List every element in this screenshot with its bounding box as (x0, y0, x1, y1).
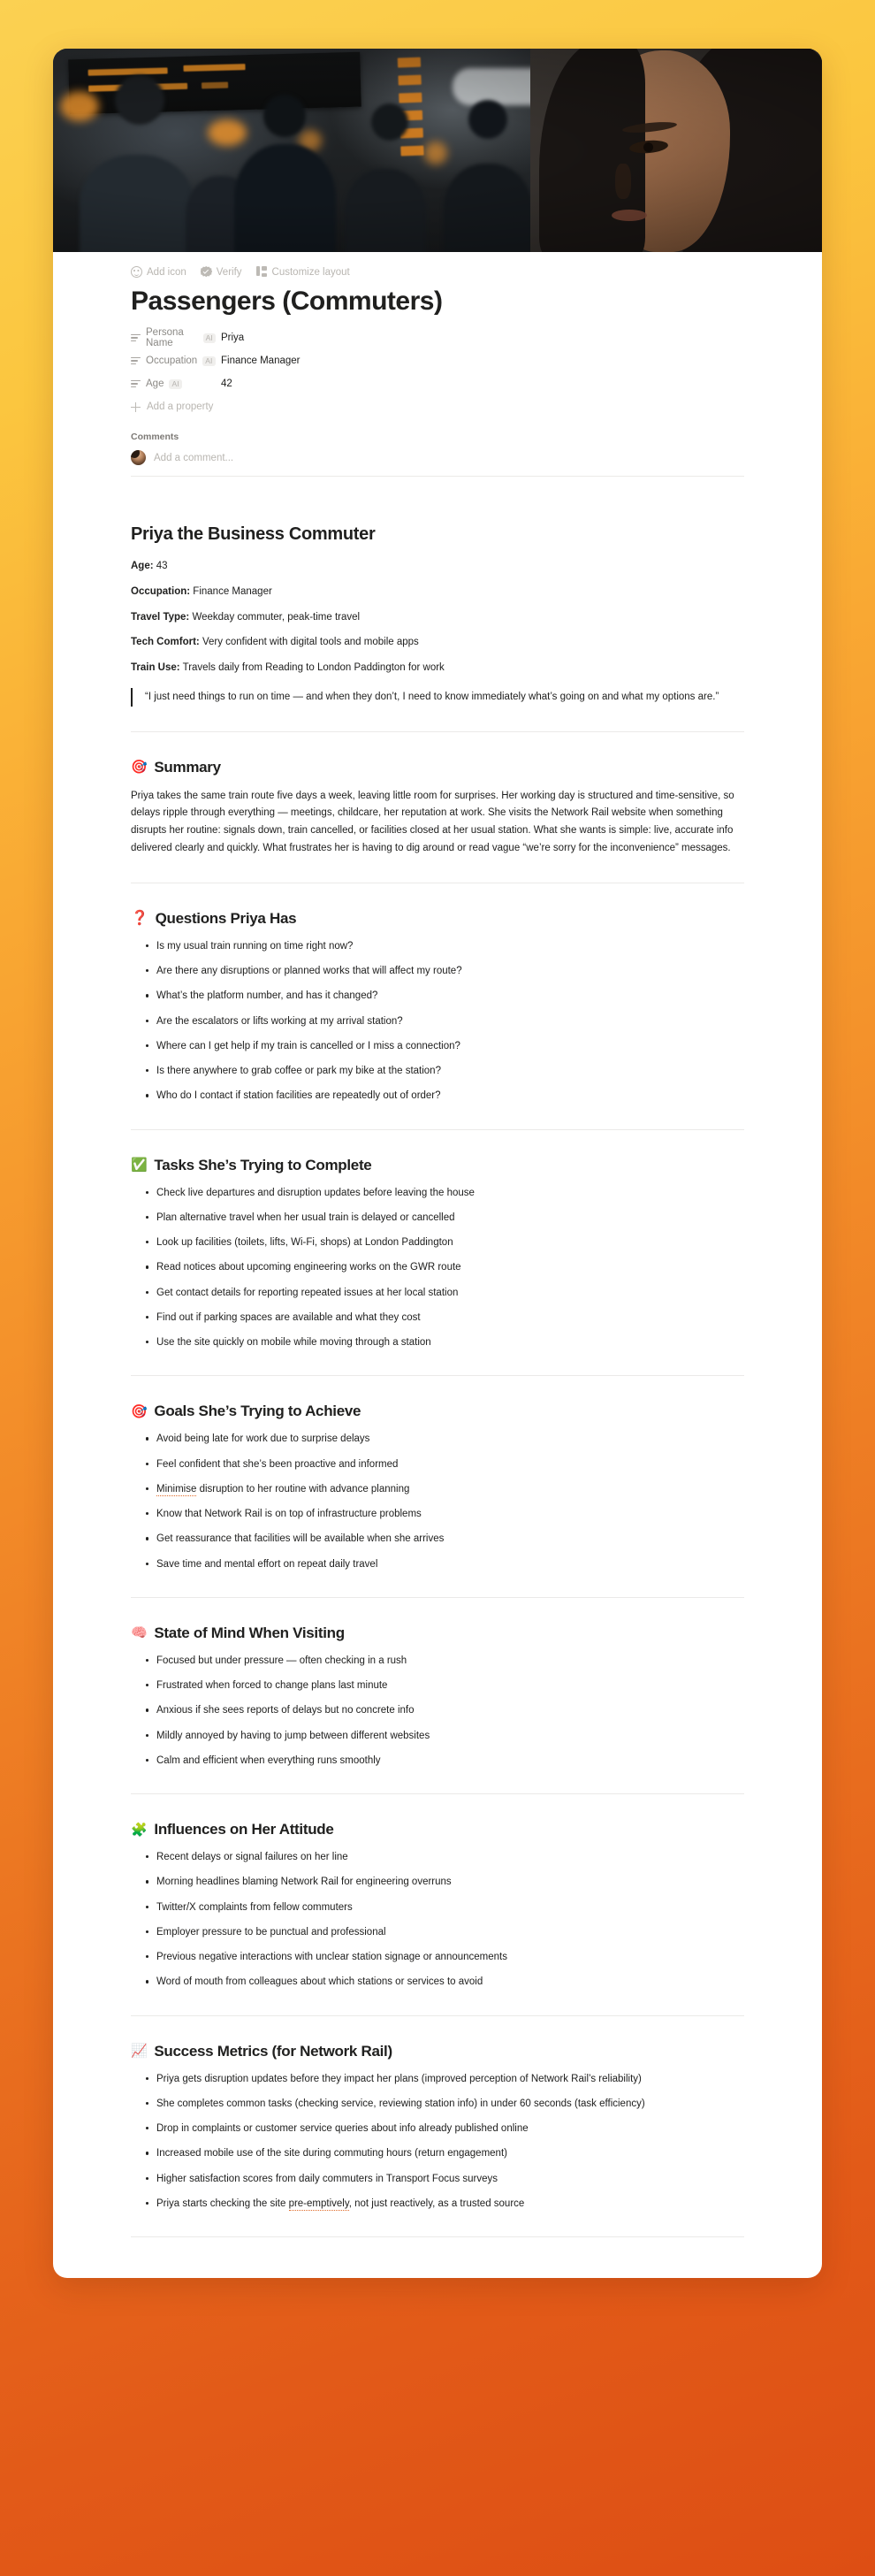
list-item: Previous negative interactions with unclear station signage or announcements (146, 1950, 744, 1965)
section-title: Success Metrics (for Network Rail) (154, 2042, 392, 2060)
dart-icon: 🎯 (131, 1403, 148, 1419)
fact-value: Finance Manager (193, 586, 272, 598)
list-item: Twitter/X complaints from fellow commuters (146, 1900, 744, 1915)
list-item: Higher satisfaction scores from daily commuters in Transport Focus surveys (146, 2172, 744, 2187)
comments-heading: Comments (131, 432, 179, 443)
section-divider (131, 731, 744, 732)
add-property-button[interactable] (53, 401, 822, 412)
comments-section (53, 432, 822, 477)
persona-fact-age (131, 559, 744, 574)
list-item: Feel confident that she’s been proactive and informed (146, 1457, 744, 1472)
document-content (53, 524, 822, 2237)
smiley-icon (131, 266, 142, 278)
section-list (131, 1654, 744, 1769)
list-item: Where can I get help if my train is cancelled or I miss a connection? (146, 1039, 744, 1054)
list-item: Use the site quickly on mobile while moving through a station (146, 1335, 744, 1350)
list-item: Is there anywhere to grab coffee or park my bike at the station? (146, 1064, 744, 1079)
list-item: Word of mouth from colleagues about which stations or services to avoid (146, 1975, 744, 1990)
list-item: Calm and efficient when everything runs smoothly (146, 1754, 744, 1769)
list-item: Are there any disruptions or planned works that will affect my route? (146, 964, 744, 979)
property-value[interactable]: 42 (221, 378, 232, 390)
persona-heading: Priya the Business Commuter (131, 524, 376, 545)
section-title: State of Mind When Visiting (154, 1624, 345, 1641)
section-list (131, 2072, 744, 2213)
list-item: Priya starts checking the site pre-emptively, not just reactively, as a trusted source (146, 2197, 744, 2212)
spellcheck-word: pre-emptively (288, 2198, 349, 2209)
chart-increasing-icon: 📈 (131, 2044, 148, 2060)
persona-fact-travel-type (131, 610, 744, 625)
section-list (131, 1850, 744, 1991)
page-title[interactable]: Passengers (Commuters) (131, 287, 443, 316)
list-item: Priya gets disruption updates before they impact her plans (improved perception of Network Rail’s reliability) (146, 2072, 744, 2087)
layout-icon (256, 266, 268, 278)
section-title: Influences on Her Attitude (154, 1821, 334, 1838)
list-item: Get reassurance that facilities will be available when she arrives (146, 1532, 744, 1547)
text-lines-icon (131, 356, 141, 366)
verify-label: Verify (216, 266, 242, 278)
persona-fact-occupation (131, 585, 744, 600)
plus-icon (131, 402, 141, 412)
section-paragraph: Priya takes the same train route five days a week, leaving little room for surprises. Her working day is structured and time-sensitive, so delays ripple through everything — meetings, childcare, her reputation at work. She visits the Network Rail website when something disrupts her routine: signals down, train cancelled, or facilities closed at her usual station. What she wants is simple: live, accurate info delivered clearly and quickly. What frustrates her is having to dig around or read vague “we’re sorry for the inconvenience” messages. (131, 790, 734, 854)
fact-value: Travels daily from Reading to London Paddington for work (182, 662, 445, 674)
list-item: Is my usual train running on time right now? (146, 939, 744, 954)
section-title: Summary (154, 758, 221, 776)
list-item: Know that Network Rail is on top of infrastructure problems (146, 1507, 744, 1522)
cover-scene (53, 49, 822, 252)
question-mark-icon: ❓ (131, 910, 148, 926)
section-divider (131, 1375, 744, 1376)
customize-layout-label: Customize layout (271, 266, 350, 278)
list-item: Avoid being late for work due to surprise delays (146, 1432, 744, 1447)
section-heading-state-of-mind (131, 1624, 744, 1642)
property-name: Age (146, 378, 164, 390)
fact-value: 43 (156, 561, 168, 572)
comment-input[interactable]: Add a comment... (154, 452, 234, 463)
section-heading-questions (131, 910, 744, 928)
sections-host (131, 731, 744, 2237)
check-mark-button-icon: ✅ (131, 1158, 148, 1173)
ai-badge: AI (202, 356, 215, 366)
section-heading-influences (131, 1821, 744, 1838)
property-row-persona-name[interactable] (131, 329, 822, 347)
property-label[interactable] (131, 355, 216, 366)
fact-label: Age: (131, 561, 154, 572)
list-item: What’s the platform number, and has it changed? (146, 989, 744, 1004)
ai-badge: AI (203, 333, 216, 343)
avatar (131, 450, 146, 465)
list-item: Anxious if she sees reports of delays but no concrete info (146, 1703, 744, 1718)
section-list (131, 939, 744, 1105)
customize-layout-button[interactable] (256, 266, 350, 278)
persona-quote: “I just need things to run on time — and when they don’t, I need to know immediately what’s going on and what my options are.” (131, 688, 744, 707)
section-title: Questions Priya Has (155, 909, 297, 927)
list-item: Increased mobile use of the site during commuting hours (return engagement) (146, 2146, 744, 2161)
document-card (53, 49, 822, 2278)
list-item: Read notices about upcoming engineering works on the GWR route (146, 1260, 744, 1275)
section-divider (131, 1793, 744, 1794)
list-item: Who do I contact if station facilities are repeatedly out of order? (146, 1089, 744, 1104)
add-icon-label: Add icon (147, 266, 186, 278)
list-item: Are the escalators or lifts working at my arrival station? (146, 1014, 744, 1029)
list-item: Drop in complaints or customer service queries about info already published online (146, 2121, 744, 2136)
list-item: Plan alternative travel when her usual train is delayed or cancelled (146, 1211, 744, 1226)
list-item: Mildly annoyed by having to jump between different websites (146, 1729, 744, 1744)
persona-fact-train-use (131, 661, 744, 676)
section-title: Tasks She’s Trying to Complete (154, 1156, 372, 1173)
property-label[interactable] (131, 378, 216, 389)
list-item: Get contact details for reporting repeated issues at her local station (146, 1286, 744, 1301)
section-heading-success-metrics (131, 2043, 744, 2060)
section-divider (131, 1129, 744, 1130)
property-name: Persona Name (146, 327, 184, 349)
verified-badge-icon (201, 266, 212, 278)
spellcheck-word: Minimise (156, 1483, 197, 1494)
list-item: She completes common tasks (checking service, reviewing station info) in under 60 seconds (task efficiency) (146, 2097, 744, 2112)
comments-divider (131, 476, 744, 477)
fact-value: Weekday commuter, peak-time travel (192, 611, 361, 623)
section-list (131, 1186, 744, 1351)
puzzle-piece-icon: 🧩 (131, 1822, 148, 1838)
fact-value: Very confident with digital tools and mobile apps (202, 637, 419, 648)
cover-vignette (53, 49, 822, 252)
persona-fact-tech-comfort (131, 635, 744, 650)
list-item: Focused but under pressure — often checking in a rush (146, 1654, 744, 1669)
text-lines-icon (131, 379, 141, 389)
fact-label: Tech Comfort: (131, 637, 200, 648)
ai-badge: AI (169, 379, 181, 389)
add-icon-button[interactable] (131, 266, 186, 278)
section-heading-goals (131, 1403, 744, 1420)
fact-label: Travel Type: (131, 611, 190, 623)
cover-image[interactable] (53, 49, 822, 252)
list-item: Check live departures and disruption updates before leaving the house (146, 1186, 744, 1201)
list-item: Minimise disruption to her routine with advance planning (146, 1482, 744, 1497)
section-title: Goals She’s Trying to Achieve (154, 1403, 361, 1420)
property-list (53, 329, 822, 393)
dart-icon: 🎯 (131, 760, 148, 776)
add-property-label: Add a property (147, 401, 214, 413)
fact-label: Occupation: (131, 586, 191, 598)
section-heading-summary (131, 759, 744, 776)
brain-icon: 🧠 (131, 1625, 148, 1641)
property-row-occupation[interactable] (131, 352, 822, 370)
section-divider (131, 1597, 744, 1598)
section-list (131, 1432, 744, 1572)
property-label[interactable] (131, 327, 216, 348)
list-item: Frustrated when forced to change plans last minute (146, 1678, 744, 1693)
property-row-age[interactable] (131, 375, 822, 393)
property-value[interactable]: Finance Manager (221, 355, 301, 367)
list-item: Employer pressure to be punctual and professional (146, 1925, 744, 1940)
list-item: Look up facilities (toilets, lifts, Wi-Fi, shops) at London Paddington (146, 1235, 744, 1250)
property-value[interactable]: Priya (221, 333, 245, 344)
page-toolbar (53, 252, 822, 278)
add-comment-row[interactable] (131, 450, 744, 476)
list-item: Find out if parking spaces are available and what they cost (146, 1311, 744, 1326)
fact-label: Train Use: (131, 662, 180, 674)
list-item: Recent delays or signal failures on her line (146, 1850, 744, 1865)
section-divider (131, 2236, 744, 2237)
list-item: Save time and mental effort on repeat daily travel (146, 1557, 744, 1572)
list-item: Morning headlines blaming Network Rail for engineering overruns (146, 1875, 744, 1890)
section-heading-tasks (131, 1157, 744, 1174)
property-name: Occupation (146, 355, 198, 367)
section-divider (131, 2015, 744, 2016)
text-lines-icon (131, 333, 141, 343)
verify-button[interactable] (201, 266, 242, 278)
